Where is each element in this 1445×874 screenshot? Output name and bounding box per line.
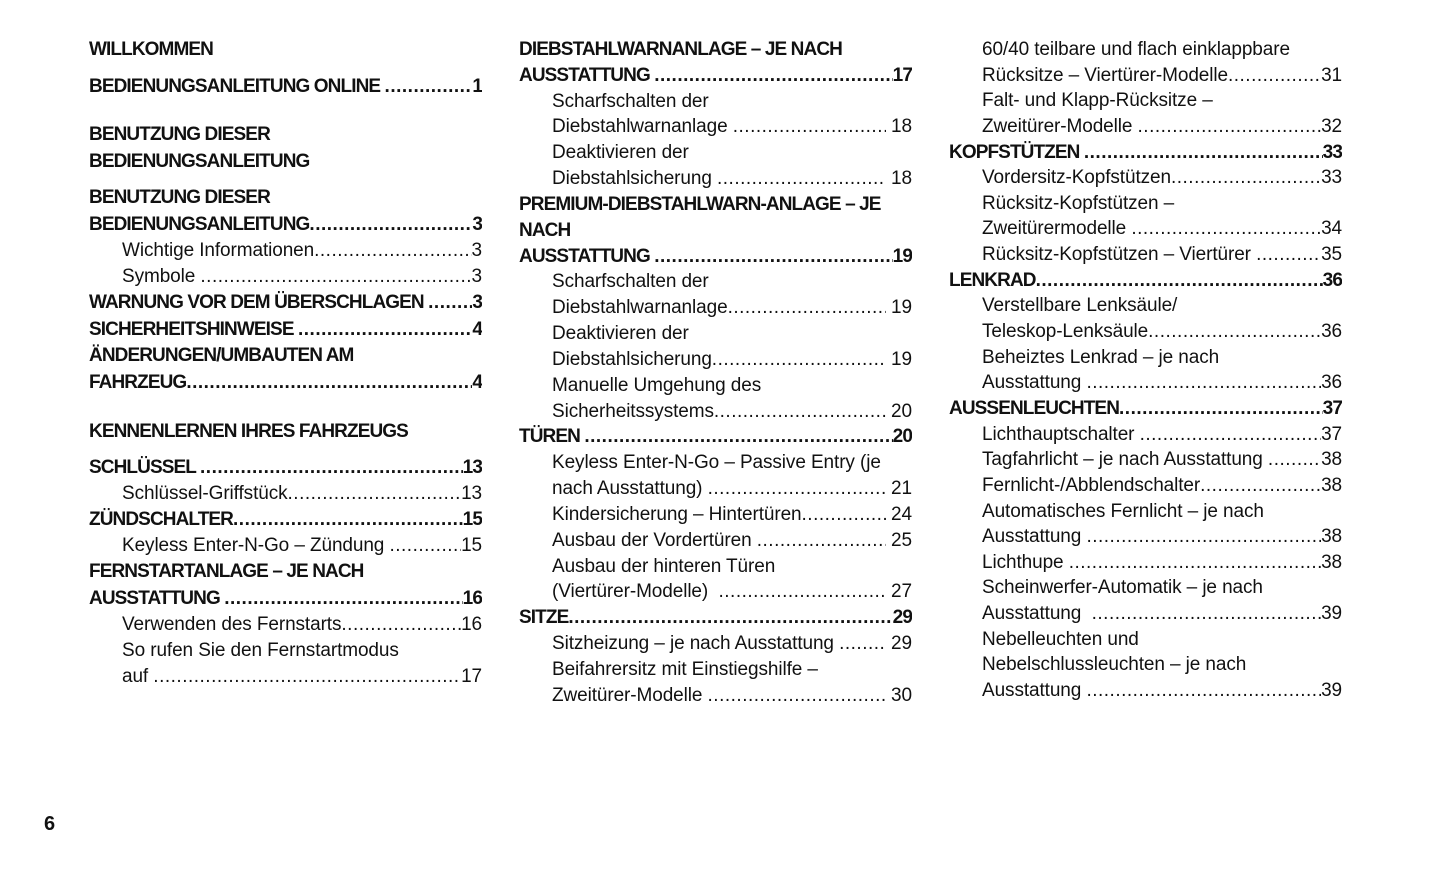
toc-page-number: 33: [1322, 141, 1342, 163]
toc-entry: [982, 345, 1342, 371]
toc-page-number: 38: [1321, 474, 1342, 496]
toc-entry: [552, 373, 912, 399]
toc-entry[interactable]: [982, 473, 1342, 499]
dot-leader: [1084, 140, 1323, 166]
toc-label: Zweitürer-Modelle: [982, 115, 1138, 137]
dot-leader: [708, 683, 886, 709]
dot-leader: [341, 612, 461, 638]
toc-page-number: 15: [462, 509, 482, 530]
toc-entry[interactable]: [122, 612, 482, 638]
toc-column-2: [519, 0, 912, 874]
toc-heading[interactable]: [89, 317, 482, 343]
toc-label: BENUTZUNG DIESER: [89, 124, 270, 145]
dot-leader: [1086, 370, 1321, 396]
dot-leader: [568, 605, 892, 631]
toc-label: Automatisches Fernlicht – je nach: [982, 500, 1264, 522]
dot-leader: [717, 166, 886, 192]
toc-page-number: 39: [1321, 680, 1342, 701]
toc-label: AUSSTATTUNG: [519, 245, 655, 267]
toc-label: Diebstahlsicherung: [552, 348, 712, 370]
dot-leader: [708, 476, 886, 502]
toc-label: WILLKOMMEN: [89, 39, 213, 60]
toc-label: KENNENLERNEN IHRES FAHRZEUGS: [89, 421, 408, 442]
toc-page-number: 17: [461, 666, 482, 687]
toc-page-number: 1: [472, 76, 482, 97]
toc-page-number: 19: [885, 297, 912, 319]
dot-leader: [1228, 63, 1321, 89]
toc-heading: [519, 37, 912, 63]
toc-page-number: 32: [1321, 115, 1342, 137]
dot-leader: [314, 238, 471, 264]
toc-heading[interactable]: [89, 507, 482, 533]
toc-heading: [519, 192, 912, 218]
dot-leader: [298, 317, 472, 343]
toc-page-number: 29: [892, 607, 912, 629]
toc-heading[interactable]: [519, 424, 912, 450]
toc-label: NACH: [519, 219, 571, 241]
toc-page-number: 37: [1321, 423, 1342, 445]
toc-entry: [982, 191, 1342, 217]
dot-leader: [288, 481, 462, 507]
dot-leader: [389, 533, 461, 559]
toc-heading: [89, 122, 482, 148]
toc-page-number: 16: [461, 614, 482, 635]
toc-page-number: 21: [885, 478, 912, 500]
toc-heading[interactable]: [89, 290, 482, 316]
toc-label: WARNUNG VOR DEM ÜBERSCHLAGEN: [89, 292, 429, 313]
toc-label: Ausbau der hinteren Türen: [552, 555, 776, 577]
dot-leader: [1069, 550, 1321, 576]
toc-label: FAHRZEUG: [89, 372, 187, 393]
toc-label: BEDIENUNGSANLEITUNG: [89, 214, 310, 235]
toc-entry: [552, 450, 912, 476]
toc-entry: [552, 140, 912, 166]
toc-heading[interactable]: [89, 212, 482, 238]
dot-leader: [1131, 216, 1321, 242]
dot-leader: [309, 212, 472, 238]
toc-label: Zweitürer-Modelle: [552, 684, 708, 706]
toc-page-number: 31: [1321, 64, 1342, 86]
toc-label: Lichthauptschalter: [982, 423, 1140, 445]
toc-page-number: 16: [462, 588, 482, 609]
toc-page-number: 38: [1321, 449, 1342, 471]
dot-leader: [1256, 242, 1321, 268]
toc-page-number: 35: [1321, 244, 1342, 266]
toc-entry[interactable]: [552, 295, 912, 321]
toc-entry[interactable]: [122, 664, 482, 690]
toc-entry[interactable]: [552, 114, 912, 140]
toc-entry[interactable]: [982, 550, 1342, 576]
toc-label: Manuelle Umgehung des: [552, 374, 762, 396]
toc-entry[interactable]: [982, 524, 1342, 550]
toc-heading: [89, 559, 482, 585]
dot-leader: [385, 74, 473, 100]
toc-label: Fernlicht-/Abblendschalter: [982, 474, 1201, 496]
toc-page-number: 20: [892, 426, 912, 448]
toc-page-number: 24: [885, 503, 912, 525]
toc-heading[interactable]: [949, 396, 1342, 422]
dot-leader: [728, 295, 886, 321]
toc-label: Rücksitz-Kopfstützen – Viertürer: [982, 244, 1257, 266]
toc-page-number: 15: [461, 535, 482, 556]
toc-heading[interactable]: [519, 63, 912, 89]
toc-column-3: [949, 0, 1342, 874]
toc-entry[interactable]: [122, 533, 482, 559]
toc-entry[interactable]: [122, 481, 482, 507]
toc-entry[interactable]: [122, 238, 482, 264]
dot-leader: [1119, 396, 1323, 422]
toc-label: AUSSENLEUCHTEN: [949, 397, 1120, 419]
toc-entry[interactable]: [982, 447, 1342, 473]
toc-entry: [982, 575, 1342, 601]
toc-label: Sicherheitssystems: [552, 400, 714, 422]
toc-entry[interactable]: [552, 528, 912, 554]
toc-entry[interactable]: [982, 165, 1342, 191]
toc-label: Deaktivieren der: [552, 323, 689, 345]
toc-entry[interactable]: [982, 216, 1342, 242]
toc-label: Symbole: [122, 266, 201, 287]
toc-label: BENUTZUNG DIESER: [89, 187, 270, 208]
toc-heading: [89, 419, 482, 445]
toc-heading[interactable]: [89, 370, 482, 396]
toc-heading: [89, 343, 482, 369]
toc-label: SITZE: [519, 607, 569, 629]
toc-entry[interactable]: [552, 631, 912, 657]
toc-heading[interactable]: [949, 140, 1342, 166]
dot-leader: [1036, 268, 1323, 294]
toc-label: LENKRAD: [949, 269, 1036, 291]
toc-label: Beifahrersitz mit Einstiegshilfe –: [552, 658, 818, 680]
toc-page-number: 19: [892, 245, 912, 267]
toc-label: Diebstahlsicherung: [552, 168, 717, 190]
toc-label: Tagfahrlicht – je nach Ausstattung: [982, 449, 1268, 471]
toc-label: nach Ausstattung): [552, 478, 708, 500]
toc-label: Deaktivieren der: [552, 142, 689, 164]
toc-entry[interactable]: [982, 242, 1342, 268]
toc-entry[interactable]: [982, 370, 1342, 396]
dot-leader: [1268, 447, 1321, 473]
toc-page-number: 39: [1321, 603, 1342, 625]
toc-page-number: 4: [472, 372, 482, 393]
toc-label: Lichthupe: [982, 551, 1069, 573]
toc-page-number: 37: [1322, 397, 1342, 419]
dot-leader: [1086, 678, 1321, 704]
toc-label: Scharfschalten der: [552, 90, 709, 112]
dot-leader: [186, 370, 472, 396]
toc-label: auf: [122, 666, 154, 687]
toc-page-number: 27: [885, 581, 912, 603]
toc-entry: [982, 627, 1342, 653]
dot-leader: [1200, 473, 1321, 499]
toc-label: Rücksitz-Kopfstützen –: [982, 192, 1175, 214]
toc-label: Keyless Enter-N-Go – Zündung: [122, 535, 390, 556]
toc-heading[interactable]: [519, 244, 912, 270]
toc-page-number: 36: [1321, 321, 1342, 343]
toc-label: ÄNDERUNGEN/UMBAUTEN AM: [89, 345, 354, 366]
toc-label: Verstellbare Lenksäule/: [982, 295, 1178, 317]
dot-leader: [224, 586, 462, 612]
toc-entry: [982, 652, 1342, 678]
toc-label: 60/40 teilbare und flach einklappbare: [982, 39, 1290, 60]
dot-leader: [802, 502, 886, 528]
toc-entry[interactable]: [552, 399, 912, 425]
toc-heading: [89, 185, 482, 211]
toc-page-number: 34: [1321, 218, 1342, 240]
toc-page-number: 3: [471, 266, 482, 287]
toc-heading: [89, 37, 482, 63]
toc-label: BEDIENUNGSANLEITUNG ONLINE: [89, 76, 385, 97]
toc-page-number: 19: [885, 348, 912, 370]
toc-label: BEDIENUNGSANLEITUNG: [89, 151, 310, 172]
toc-label: Diebstahlwarnanlage: [552, 297, 728, 319]
dot-leader: [1171, 165, 1321, 191]
toc-label: Rücksitze – Viertürer-Modelle: [982, 64, 1228, 86]
toc-label: Schlüssel-Griffstück: [122, 483, 288, 504]
toc-label: Zweitürermodelle: [982, 218, 1132, 240]
toc-heading[interactable]: [519, 605, 912, 631]
toc-label: Nebelschlussleuchten – je nach: [982, 654, 1247, 676]
toc-entry: [982, 88, 1342, 114]
toc-page-number: 3: [471, 240, 482, 261]
dot-leader: [654, 63, 892, 89]
toc-heading: [89, 149, 482, 175]
dot-leader: [153, 664, 461, 690]
toc-label: Beheiztes Lenkrad – je nach: [982, 346, 1220, 368]
dot-leader: [719, 579, 886, 605]
toc-label: (Viertürer-Modelle): [552, 581, 719, 603]
toc-label: TÜREN: [519, 426, 585, 448]
toc-heading[interactable]: [949, 268, 1342, 294]
dot-leader: [733, 114, 886, 140]
toc-label: SCHLÜSSEL: [89, 457, 201, 478]
toc-label: Kindersicherung – Hintertüren: [552, 503, 802, 525]
toc-page-number: 13: [461, 483, 482, 504]
dot-leader: [1092, 601, 1321, 627]
toc-label: Scharfschalten der: [552, 271, 709, 293]
toc-page-number: 3: [472, 292, 482, 313]
toc-page-number: 25: [885, 529, 912, 551]
dot-leader: [428, 290, 472, 316]
toc-entry[interactable]: [552, 683, 912, 709]
toc-entry[interactable]: [982, 114, 1342, 140]
toc-label: Vordersitz-Kopfstützen: [982, 167, 1171, 189]
dot-leader: [584, 424, 892, 450]
toc-label: SICHERHEITSHINWEISE: [89, 319, 298, 340]
toc-label: Teleskop-Lenksäule: [982, 321, 1149, 343]
toc-label: Falt- und Klapp-Rücksitze –: [982, 90, 1213, 112]
toc-page-number: 18: [885, 116, 912, 138]
toc-label: Ausbau der Vordertüren: [552, 529, 757, 551]
toc-label: Ausstattung: [982, 680, 1087, 701]
toc-page-number: 13: [462, 457, 482, 478]
dot-leader: [200, 455, 463, 481]
toc-page-number: 36: [1322, 269, 1342, 291]
toc-entry: [982, 499, 1342, 525]
toc-label: DIEBSTAHLWARNANLAGE – JE NACH: [519, 39, 842, 60]
dot-leader: [1140, 422, 1321, 448]
toc-entry[interactable]: [552, 579, 912, 605]
toc-entry: [982, 37, 1342, 63]
toc-label: AUSSTATTUNG: [89, 588, 225, 609]
toc-column-1: [89, 0, 482, 874]
toc-heading: [519, 218, 912, 244]
toc-label: AUSSTATTUNG: [519, 64, 655, 86]
toc-label: Ausstattung: [982, 526, 1087, 548]
toc-page-number: 20: [885, 400, 912, 422]
toc-label: FERNSTARTANLAGE – JE NACH: [89, 561, 364, 582]
toc-entry[interactable]: [552, 347, 912, 373]
toc-entry[interactable]: [552, 166, 912, 192]
dot-leader: [1138, 114, 1322, 140]
toc-entry[interactable]: [552, 476, 912, 502]
toc-label: Keyless Enter-N-Go – Passive Entry (je: [552, 452, 881, 474]
toc-entry: [552, 269, 912, 295]
toc-label: Diebstahlwarnanlage: [552, 116, 733, 138]
toc-heading[interactable]: [89, 455, 482, 481]
dot-leader: [839, 631, 886, 657]
dot-leader: [757, 528, 886, 554]
toc-entry: [982, 293, 1342, 319]
dot-leader: [1148, 319, 1321, 345]
toc-page-number: 4: [472, 319, 482, 340]
toc-entry[interactable]: [122, 264, 482, 290]
toc-entry: [552, 89, 912, 115]
toc-entry: [552, 321, 912, 347]
dot-leader: [712, 347, 886, 373]
toc-entry[interactable]: [982, 678, 1342, 704]
toc-page-number: 33: [1321, 167, 1342, 189]
dot-leader: [233, 507, 463, 533]
toc-page-number: 18: [885, 168, 912, 190]
toc-page-number: 3: [472, 214, 482, 235]
toc-entry: [122, 638, 482, 664]
toc-label: Ausstattung: [982, 603, 1092, 625]
dot-leader: [714, 399, 886, 425]
toc-label: KOPFSTÜTZEN: [949, 141, 1084, 163]
page-number: 6: [44, 813, 56, 835]
toc-entry[interactable]: [982, 601, 1342, 627]
toc-entry[interactable]: [552, 502, 912, 528]
toc-heading[interactable]: [89, 586, 482, 612]
toc-entry[interactable]: [982, 422, 1342, 448]
toc-entry[interactable]: [982, 63, 1342, 89]
toc-page-number: 38: [1321, 551, 1342, 573]
toc-label: PREMIUM-DIEBSTAHLWARN-ANLAGE – JE: [519, 193, 881, 215]
dot-leader: [1086, 524, 1321, 550]
toc-label: Nebelleuchten und: [982, 628, 1139, 650]
toc-label: Scheinwerfer-Automatik – je nach: [982, 577, 1263, 599]
toc-entry: [552, 554, 912, 580]
dot-leader: [200, 264, 471, 290]
toc-label: Sitzheizung – je nach Ausstattung: [552, 633, 840, 655]
toc-label: Wichtige Informationen: [122, 240, 315, 261]
toc-page-number: 17: [892, 64, 912, 86]
toc-entry[interactable]: [982, 319, 1342, 345]
toc-entry: [552, 657, 912, 683]
toc-heading[interactable]: [89, 74, 482, 100]
toc-label: ZÜNDSCHALTER: [89, 509, 234, 530]
toc-page-number: 36: [1321, 372, 1342, 394]
toc-page-number: 38: [1321, 526, 1342, 548]
toc-label: Verwenden des Fernstarts: [122, 614, 342, 635]
toc-page-number: 30: [885, 684, 912, 706]
toc-label: So rufen Sie den Fernstartmodus: [122, 640, 399, 661]
toc-label: Ausstattung: [982, 372, 1087, 394]
toc-page-number: 29: [885, 633, 912, 655]
dot-leader: [654, 244, 892, 270]
